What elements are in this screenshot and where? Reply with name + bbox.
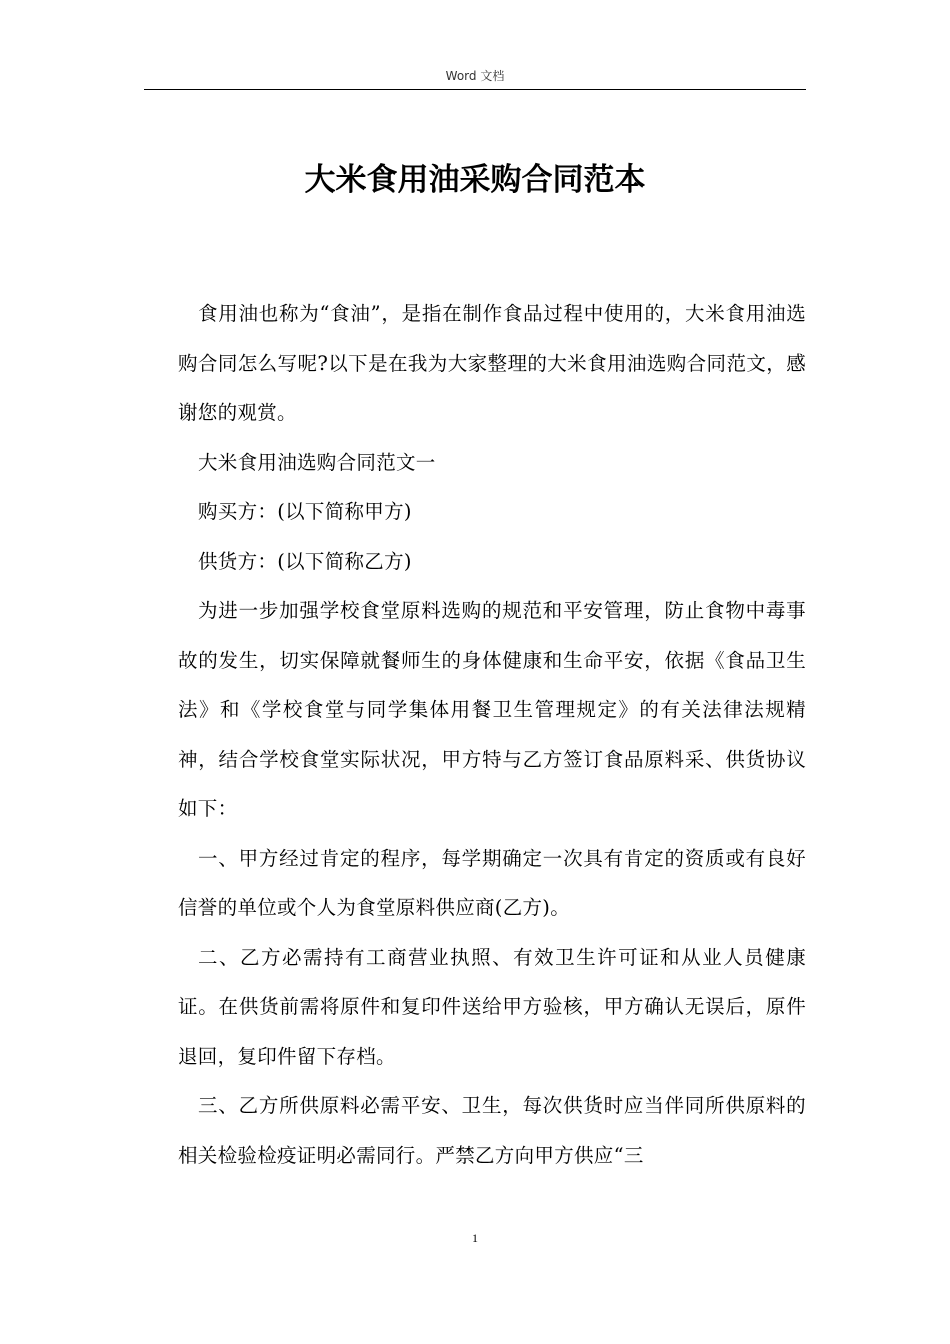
paragraph-purpose: 为进一步加强学校食堂原料选购的规范和平安管理，防止食物中毒事故的发生，切实保障就餐师生的身体健康和生命平安，依据《食品卫生法》和《学校食堂与同学集体用餐卫生管理规定》的有关法律法规精神，结合学校食堂实际状况，甲方特与乙方签订食品原料采、供货协议如下： — [178, 599, 806, 820]
paragraph-supplier: 供货方：(以下简称乙方) — [198, 549, 412, 573]
page-number: 1 — [472, 1231, 478, 1245]
paragraph-clause-3: 三、乙方所供原料必需平安、卫生，每次供货时应当伴同所供原料的相关检验检疫证明必需同行。严禁乙方向甲方供应“三 — [178, 1094, 806, 1167]
paragraph-intro: 食用油也称为“食油”，是指在制作食品过程中使用的，大米食用油选购合同怎么写呢?以下是在我为大家整理的大米食用油选购合同范文，感谢您的观赏。 — [178, 302, 806, 424]
page-header — [144, 66, 806, 90]
paragraph-clause-2: 二、乙方必需持有工商营业执照、有效卫生许可证和从业人员健康证。在供货前需将原件和复印件送给甲方验核，甲方确认无误后，原件退回，复印件留下存档。 — [178, 945, 806, 1068]
header-text: Word 文档 — [445, 69, 505, 83]
document-title: 大米食用油采购合同范本 — [304, 162, 646, 198]
document-body — [178, 289, 806, 1180]
paragraph-buyer: 购买方：(以下简称甲方) — [198, 500, 412, 523]
paragraph-clause-1: 一、甲方经过肯定的程序，每学期确定一次具有肯定的资质或有良好信誉的单位或个人为食堂原料供应商(乙方)。 — [178, 846, 806, 919]
paragraph-section-heading: 大米食用油选购合同范文一 — [198, 450, 436, 474]
